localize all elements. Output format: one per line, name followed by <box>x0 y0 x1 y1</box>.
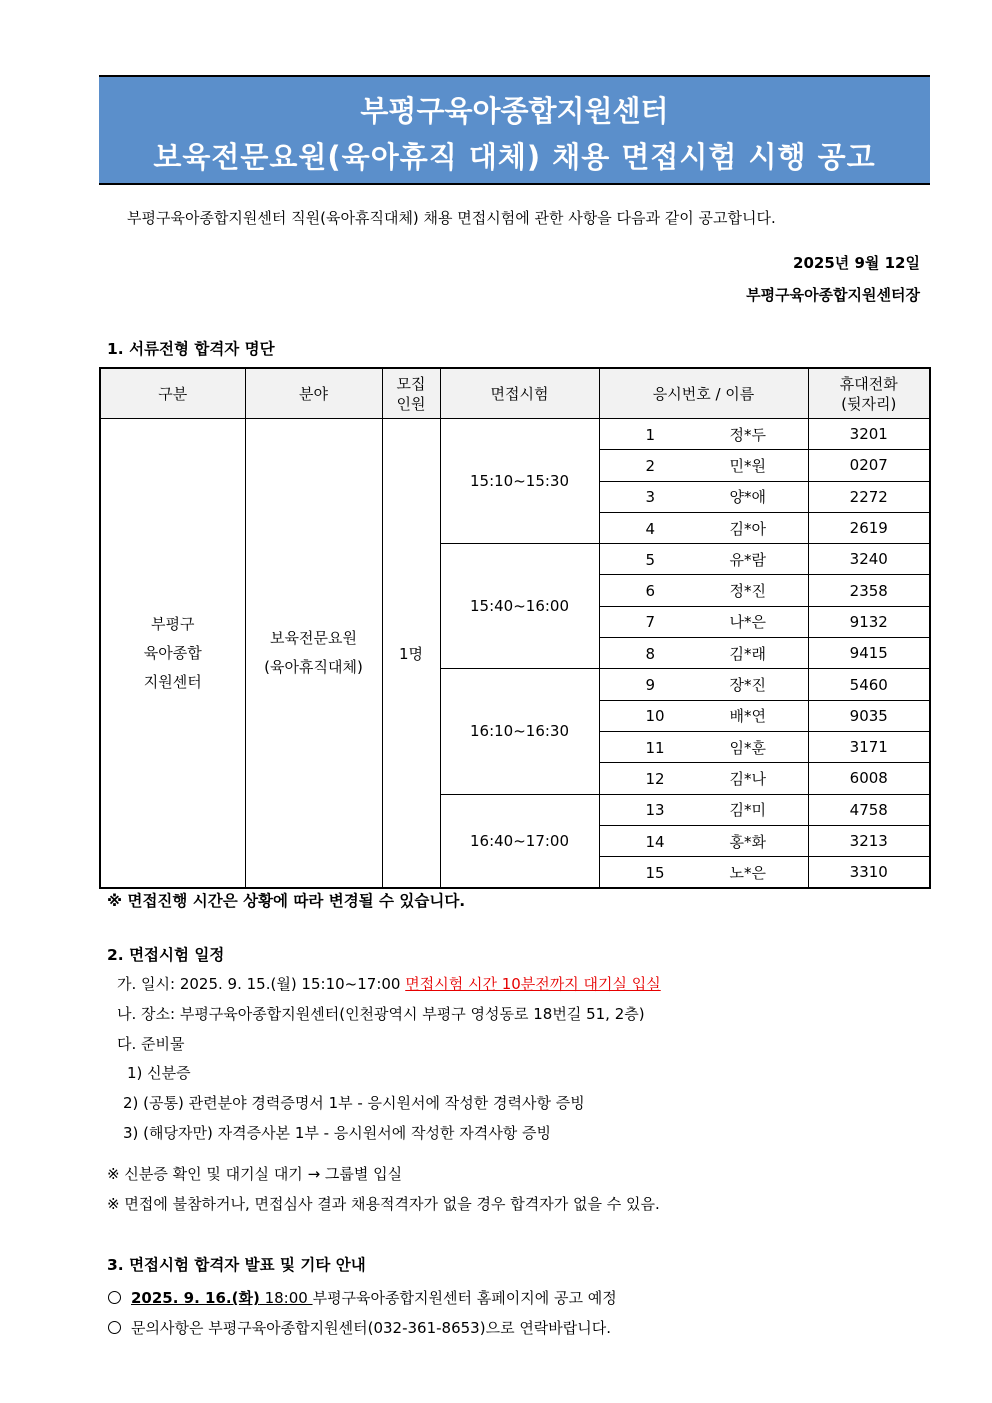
applicant-number-name <box>599 544 808 575</box>
prep-item-2: 2) (공통) 관련분야 경력증명서 1부 - 응시원서에 작성한 경력사항 증빙 <box>123 1094 585 1112</box>
interview-slot-cell: 16:40~17:00 <box>440 794 599 888</box>
interview-slot-cell: 15:10~15:30 <box>440 419 599 544</box>
entry-note: ※ 신분증 확인 및 대기실 대기 → 그룹별 입실 <box>107 1165 403 1183</box>
inquiry-item: 문의사항은 부평구육아종합지원센터(032-361-8653)으로 연락바랍니다. <box>108 1317 611 1338</box>
applicant-number-name <box>599 450 808 481</box>
header-number-name: 응시번호 / 이름 <box>599 368 808 419</box>
recruit-cell: 1명 <box>382 419 440 889</box>
applicant-number-name <box>599 700 808 731</box>
interview-slot-cell: 16:10~16:30 <box>440 669 599 794</box>
applicant-phone: 9132 <box>808 606 930 637</box>
applicant-name: 임*훈 <box>729 738 766 757</box>
applicant-number-name <box>599 512 808 543</box>
applicant-phone: 2619 <box>808 512 930 543</box>
notice-signer: 부평구육아종합지원센터장 <box>746 286 920 304</box>
header-recruit: 모집 인원 <box>382 368 440 419</box>
applicant-number-name <box>599 481 808 512</box>
prep-item-3: 3) (해당자만) 자격증사본 1부 - 응시원서에 작성한 자격사항 증빙 <box>123 1124 551 1142</box>
section1-title: 1. 서류전형 합격자 명단 <box>107 340 275 358</box>
no-pass-note: ※ 면접에 불참하거나, 면접심사 결과 채용적격자가 없을 경우 합격자가 없을 수 있음. <box>107 1195 660 1213</box>
applicant-phone: 9035 <box>808 700 930 731</box>
header-interview: 면접시험 <box>440 368 599 419</box>
applicant-number: 6 <box>645 582 656 601</box>
title-banner <box>99 75 930 185</box>
applicant-phone: 3240 <box>808 544 930 575</box>
applicant-phone: 3201 <box>808 419 930 450</box>
applicant-number-name <box>599 794 808 825</box>
applicant-phone: 0207 <box>808 450 930 481</box>
applicant-name: 김*미 <box>729 801 766 820</box>
schedule-date: 가. 일시: 2025. 9. 15.(월) 15:10~17:00 면접시험 시간 10분전까지 대기실 입실 <box>117 975 661 993</box>
title-line-2: 보육전문요원(육아휴직 대체) 채용 면접시험 시행 공고 <box>153 140 876 174</box>
applicant-name: 양*애 <box>729 488 766 507</box>
applicant-name: 김*나 <box>729 769 766 788</box>
arrival-note: 면접시험 시간 10분전까지 대기실 입실 <box>405 975 661 993</box>
applicant-phone: 3310 <box>808 857 930 889</box>
applicant-phone: 9415 <box>808 638 930 669</box>
applicant-number: 11 <box>645 738 665 757</box>
applicant-number-name <box>599 825 808 856</box>
applicant-phone: 5460 <box>808 669 930 700</box>
schedule-place: 나. 장소: 부평구육아종합지원센터(인천광역시 부평구 영성동로 18번길 51, 2층) <box>117 1005 645 1023</box>
applicant-number: 9 <box>645 676 656 695</box>
applicant-name: 나*은 <box>729 613 766 632</box>
applicant-number: 14 <box>645 832 665 851</box>
prep-title: 다. 준비물 <box>117 1035 185 1053</box>
applicant-number-name <box>599 419 808 450</box>
prep-item-1: 1) 신분증 <box>127 1064 191 1082</box>
applicant-number: 13 <box>645 801 665 820</box>
applicant-table <box>99 367 931 889</box>
applicant-name: 김*래 <box>729 644 766 663</box>
applicant-number-name <box>599 763 808 794</box>
applicant-number-name <box>599 731 808 762</box>
applicant-name: 유*람 <box>729 550 766 569</box>
applicant-number: 10 <box>645 707 665 726</box>
applicant-name: 장*진 <box>729 676 766 695</box>
circle-bullet-icon <box>108 1291 121 1304</box>
applicant-phone: 2358 <box>808 575 930 606</box>
applicant-number: 1 <box>645 425 656 444</box>
field-cell: 보육전문요원 (육아휴직대체) <box>245 419 382 889</box>
applicant-phone: 6008 <box>808 763 930 794</box>
applicant-name: 배*연 <box>729 707 766 726</box>
applicant-number: 15 <box>645 863 665 882</box>
applicant-number-name <box>599 638 808 669</box>
header-field: 분야 <box>245 368 382 419</box>
schedule-change-note: ※ 면접진행 시간은 상황에 따라 변경될 수 있습니다. <box>107 892 466 910</box>
applicant-number-name <box>599 606 808 637</box>
header-category: 구분 <box>100 368 245 419</box>
applicant-name: 홍*화 <box>729 832 766 851</box>
header-phone: 휴대전화 (뒷자리) <box>808 368 930 419</box>
announcement-item: 2025. 9. 16.(화) 18:00 부평구육아종합지원센터 홈페이지에 공고 예정 <box>108 1287 617 1308</box>
title-line-1: 부평구육아종합지원센터 <box>360 94 669 128</box>
table-row <box>100 419 930 450</box>
table-header-row <box>100 368 930 419</box>
applicant-number: 12 <box>645 769 665 788</box>
category-cell: 부평구 육아종합 지원센터 <box>100 419 245 889</box>
applicant-phone: 4758 <box>808 794 930 825</box>
applicant-name: 정*진 <box>729 582 766 601</box>
section2-title: 2. 면접시험 일정 <box>107 946 225 964</box>
applicant-number: 2 <box>645 456 656 475</box>
applicant-number: 5 <box>645 550 656 569</box>
applicant-number: 4 <box>645 519 656 538</box>
applicant-number: 3 <box>645 488 656 507</box>
intro-text: 부평구육아종합지원센터 직원(육아휴직대체) 채용 면접시험에 관한 사항을 다음과 같이 공고합니다. <box>127 209 776 227</box>
applicant-name: 정*두 <box>729 425 766 444</box>
applicant-phone: 2272 <box>808 481 930 512</box>
interview-slot-cell: 15:40~16:00 <box>440 544 599 669</box>
applicant-name: 민*원 <box>729 456 766 475</box>
applicant-number: 8 <box>645 644 656 663</box>
notice-date: 2025년 9월 12일 <box>793 254 920 272</box>
applicant-number-name <box>599 575 808 606</box>
section3-title: 3. 면접시험 합격자 발표 및 기타 안내 <box>107 1256 366 1274</box>
applicant-number: 7 <box>645 613 656 632</box>
applicant-name: 김*아 <box>729 519 766 538</box>
applicant-phone: 3171 <box>808 731 930 762</box>
circle-bullet-icon <box>108 1321 121 1334</box>
applicant-phone: 3213 <box>808 825 930 856</box>
applicant-name: 노*은 <box>729 863 766 882</box>
applicant-number-name <box>599 857 808 889</box>
applicant-number-name <box>599 669 808 700</box>
